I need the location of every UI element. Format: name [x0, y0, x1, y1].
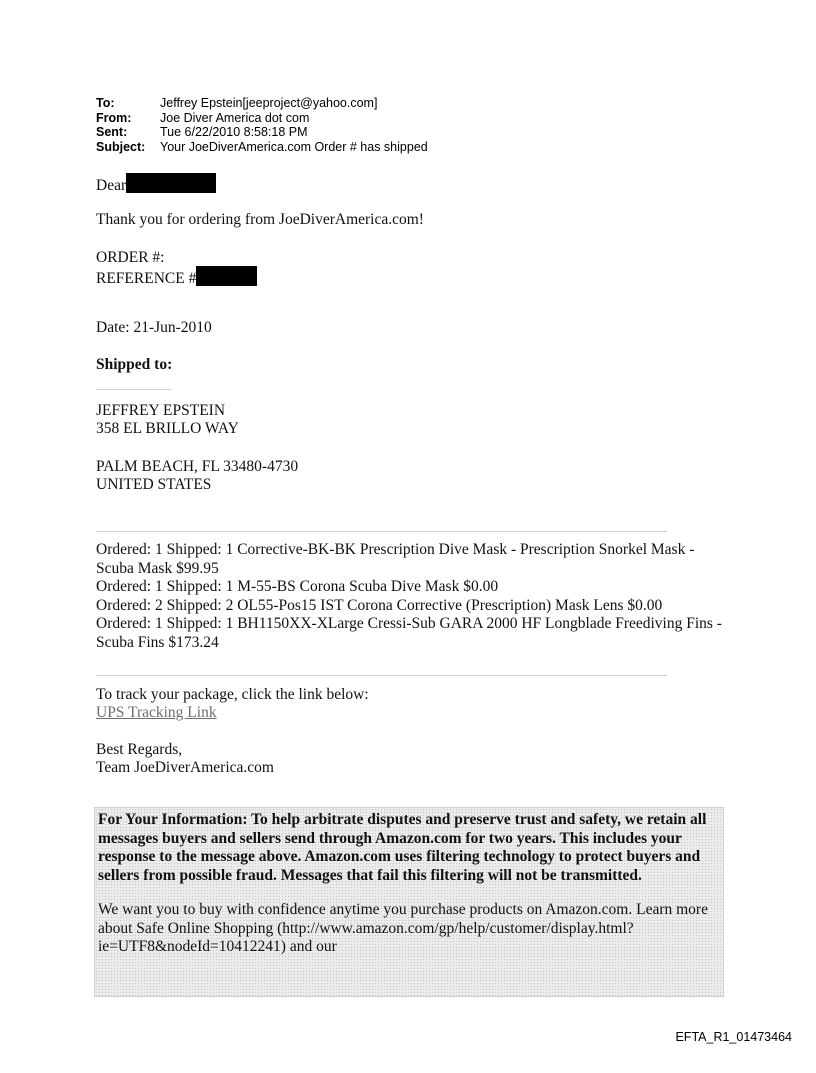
from-value: Joe Diver America dot com [160, 110, 310, 125]
regards-text: Best Regards, [96, 741, 183, 758]
greeting: Dear [96, 177, 127, 194]
team-signature: Team JoeDiverAmerica.com [96, 759, 274, 776]
shipped-to-heading: Shipped to: [96, 356, 173, 373]
to-value: Jeffrey Epstein[jeeproject@yahoo.com] [160, 96, 378, 110]
reference-line [96, 266, 257, 288]
to-row [96, 96, 428, 111]
address-country: UNITED STATES [96, 476, 212, 493]
sent-row [96, 125, 428, 140]
info-box [94, 807, 724, 997]
order-item: Ordered: 1 Shipped: 1 M-55-BS Corona Scuba Dive Mask $0.00 [96, 578, 499, 595]
order-item: Ordered: 1 Shipped: 1 BH1150XX-XLarge Cressi-Sub GARA 2000 HF Longblade Freediving Fins - Scuba Fins $173.24 [96, 615, 722, 651]
short-divider [96, 389, 171, 390]
items-top-divider [96, 531, 667, 532]
order-label: ORDER #: [96, 249, 165, 266]
reference-label: REFERENCE # [96, 270, 197, 287]
address-city: PALM BEACH, FL 33480-4730 [96, 458, 299, 475]
address-name: JEFFREY EPSTEIN [96, 402, 226, 419]
sent-value: Tue 6/22/2010 8:58:18 PM [160, 125, 308, 139]
subject-row [96, 140, 428, 155]
address-street: 358 EL BRILLO WAY [96, 420, 239, 437]
from-row [96, 111, 428, 126]
from-label: From: [96, 110, 132, 125]
ups-tracking-link[interactable]: UPS Tracking Link [96, 704, 217, 721]
sent-label: Sent: [96, 125, 128, 139]
document-id: EFTA_R1_01473464 [675, 1030, 792, 1044]
order-items [96, 541, 726, 652]
redaction-bar [126, 173, 216, 193]
items-bottom-divider [96, 675, 667, 676]
order-item: Ordered: 1 Shipped: 1 Corrective-BK-BK Prescription Dive Mask - Prescription Snorkel Mask - Scuba Mask $99.95 [96, 541, 695, 577]
redaction-bar [196, 266, 257, 286]
email-header [96, 96, 428, 154]
order-date: Date: 21-Jun-2010 [96, 319, 212, 336]
subject-label: Subject: [96, 139, 146, 154]
info-bold-text: For Your Information: To help arbitrate disputes and preserve trust and safety, we retain all messages buyers and sellers send through Amazon.com for two years. This includes your response to the message above. Amazon.com uses filtering technology to protect buyers and sellers from possible fraud. Messages that fail this filtering will not be transmitted. [98, 811, 707, 884]
track-text: To track your package, click the link below: [96, 686, 369, 703]
to-label: To: [96, 96, 115, 110]
info-normal-text: We want you to buy with confidence anytime you purchase products on Amazon.com. Learn more about Safe Online Shopping (http://www.amazon.com/gp/help/customer/display.html?ie=UTF8&nodeId=10412241) and our [98, 901, 708, 955]
thanks-text: Thank you for ordering from JoeDiverAmerica.com! [96, 211, 424, 228]
subject-value: Your JoeDiverAmerica.com Order # has shipped [160, 139, 428, 154]
order-item: Ordered: 2 Shipped: 2 OL55-Pos15 IST Corona Corrective (Prescription) Mask Lens $0.00 [96, 596, 663, 614]
greeting-line [96, 173, 216, 195]
